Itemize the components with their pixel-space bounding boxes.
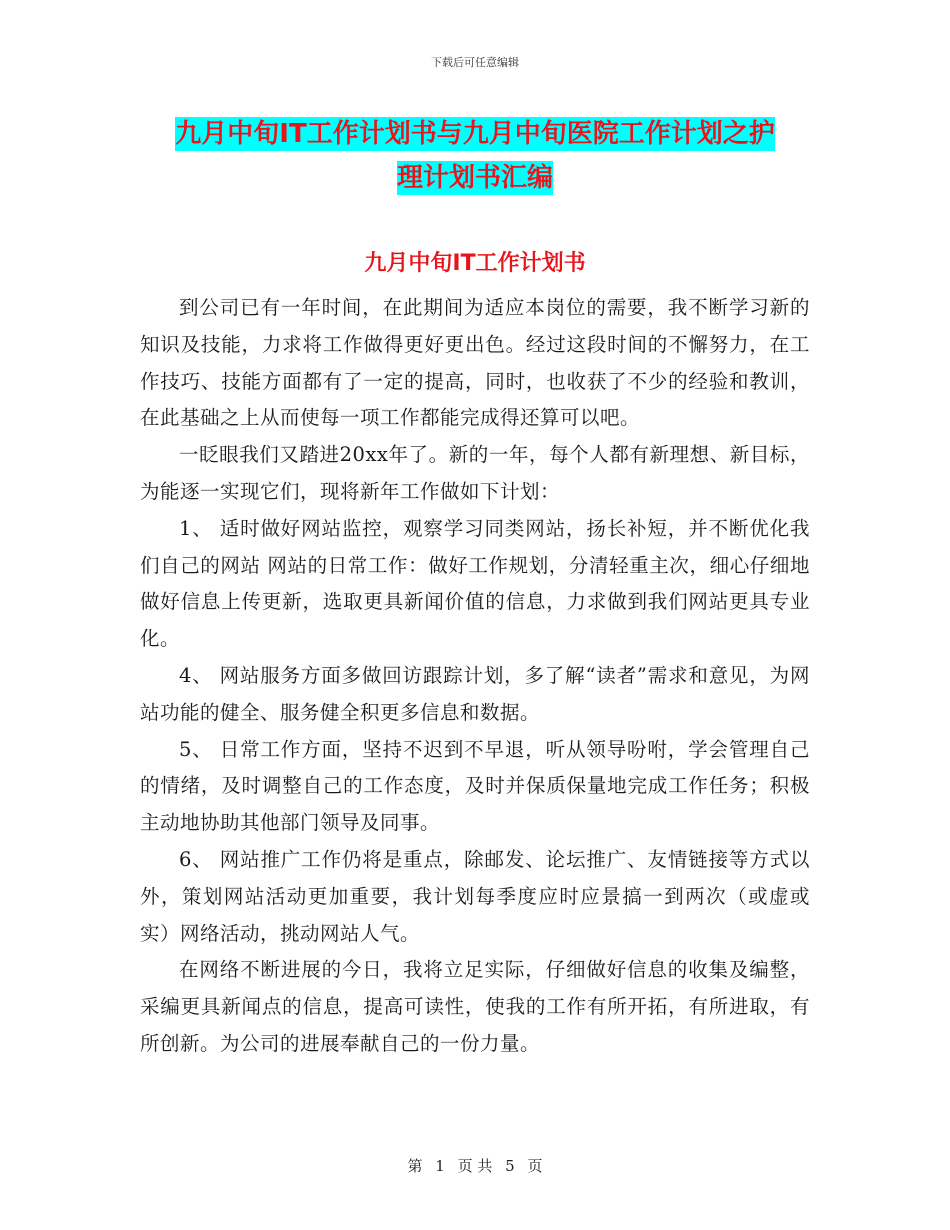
footer-suffix: 页 (527, 1157, 543, 1175)
total-page-count: 5 (505, 1157, 515, 1175)
footer-prefix: 第 (407, 1157, 423, 1175)
paragraph: 在网络不断进展的今日，我将立足实际，仔细做好信息的收集及编整，采编更具新闻点的信息，提高可读性，使我的工作有所开拓，有所进取，有所创新。为公司的进展奉献自己的一份力量。 (140, 958, 810, 1055)
paragraph: 1、 适时做好网站监控，观察学习同类网站，扬长补短，并不断优化我们自己的网站 网站的日常工作：做好工作规划，分清轻重主次，细心仔细地做好信息上传更新，选取更具新闻价值的信息，力求做到我们网站更具专业化。 (140, 516, 810, 651)
page-footer (0, 1155, 950, 1176)
body-text (140, 290, 810, 1063)
document-title-line-2: 理计划书汇编 (396, 163, 553, 193)
document-title-line-1: 九月中旬IT工作计划书与九月中旬医院工作计划之护 (175, 119, 775, 149)
paragraph: 一眨眼我们又踏进20xx年了。新的一年，每个人都有新理想、新目标，为能逐一实现它们，现将新年工作做如下计划： (140, 443, 810, 503)
paragraph: 到公司已有一年时间，在此期间为适应本岗位的需要，我不断学习新的知识及技能，力求将工作做得更好更出色。经过这段时间的不懈努力，在工作技巧、技能方面都有了一定的提高，同时，也收获了不少的经验和教训，在此基础之上从而使每一项工作都能完成得还算可以吧。 (140, 296, 810, 430)
paragraph: 4、 网站服务方面多做回访跟踪计划，多了解“读者”需求和意见，为网站功能的健全、服务健全积更多信息和数据。 (140, 663, 810, 724)
paragraph: 5、 日常工作方面，坚持不迟到不早退，听从领导吩咐，学会管理自己的情绪，及时调整自己的工作态度，及时并保质保量地完成工作任务；积极主动地协助其他部门领导及同事。 (140, 737, 810, 835)
section-title: 九月中旬IT工作计划书 (364, 251, 586, 276)
document-title (150, 112, 800, 200)
header-note: 下载后可任意编辑 (431, 56, 519, 69)
footer-middle: 页 共 (457, 1157, 493, 1175)
current-page-number: 1 (435, 1157, 445, 1175)
paragraph: 6、 网站推广工作仍将是重点，除邮发、论坛推广、友情链接等方式以外，策划网站活动更加重要，我计划每季度应时应景搞一到两次（或虚或实）网络活动，挑动网站人气。 (140, 847, 810, 945)
